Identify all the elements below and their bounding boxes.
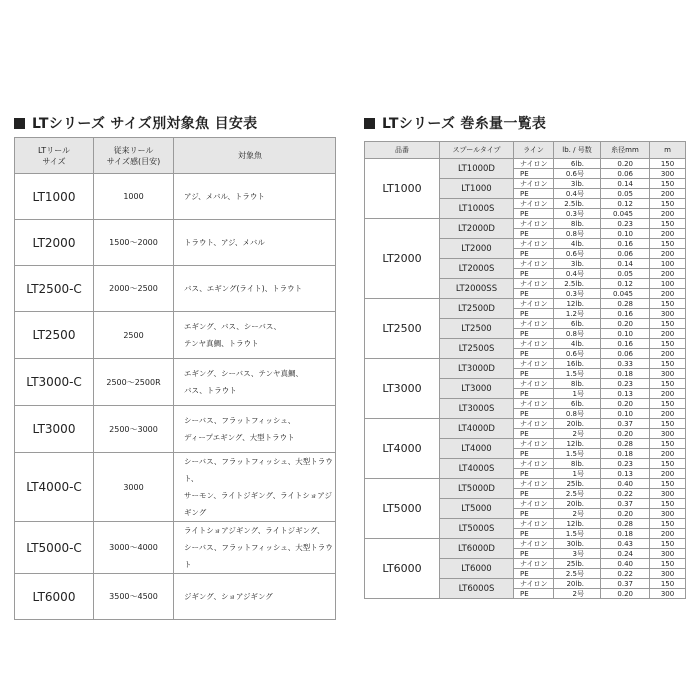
line-diameter: 0.18	[601, 529, 650, 539]
line-length: 150	[650, 539, 686, 549]
line-diameter: 0.40	[601, 479, 650, 489]
line-length: 150	[650, 219, 686, 229]
header-diameter: 糸径mm	[601, 142, 650, 159]
line-diameter: 0.10	[601, 229, 650, 239]
line-diameter: 0.05	[601, 189, 650, 199]
size-guide-header-row	[15, 138, 336, 174]
size-guide-table	[14, 137, 336, 620]
line-strength: 12lb.	[554, 439, 601, 449]
line-strength: 12lb.	[554, 299, 601, 309]
target-fish	[174, 453, 336, 522]
line-strength: 1.5号	[554, 529, 601, 539]
line-diameter: 0.20	[601, 399, 650, 409]
size-guide-row	[15, 220, 336, 266]
line-type: ナイロン	[514, 559, 554, 569]
line-capacity-row	[365, 299, 686, 309]
line-strength: 20lb.	[554, 579, 601, 589]
reel-model: LT2500	[15, 312, 94, 359]
line-type: ナイロン	[514, 459, 554, 469]
line-strength: 25lb.	[554, 559, 601, 569]
target-fish-line: サーモン、ライトジギング、ライトショアジギング	[184, 491, 332, 517]
line-diameter: 0.28	[601, 299, 650, 309]
line-diameter: 0.28	[601, 519, 650, 529]
line-strength: 25lb.	[554, 479, 601, 489]
line-length: 150	[650, 299, 686, 309]
line-diameter: 0.06	[601, 249, 650, 259]
line-length: 200	[650, 229, 686, 239]
line-length: 200	[650, 409, 686, 419]
target-fish	[174, 312, 336, 359]
spool-type: LT3000	[440, 379, 514, 399]
header-item: 品番	[365, 142, 440, 159]
line-strength: 12lb.	[554, 519, 601, 529]
line-type: ナイロン	[514, 399, 554, 409]
line-strength: 0.6号	[554, 169, 601, 179]
spool-type: LT2000D	[440, 219, 514, 239]
reel-model: LT1000	[15, 174, 94, 220]
reel-model: LT3000	[15, 406, 94, 453]
line-strength: 8lb.	[554, 459, 601, 469]
line-type: PE	[514, 529, 554, 539]
line-diameter: 0.22	[601, 569, 650, 579]
size-guide-row	[15, 359, 336, 406]
line-diameter: 0.43	[601, 539, 650, 549]
conventional-size: 2500～3000	[94, 406, 174, 453]
line-diameter: 0.06	[601, 169, 650, 179]
line-capacity-title	[364, 113, 546, 133]
line-diameter: 0.045	[601, 289, 650, 299]
line-type: ナイロン	[514, 279, 554, 289]
line-diameter: 0.33	[601, 359, 650, 369]
item-number: LT1000	[365, 159, 440, 219]
line-length: 300	[650, 549, 686, 559]
line-capacity-header-row	[365, 142, 686, 159]
line-strength: 0.8号	[554, 229, 601, 239]
conventional-size: 3000	[94, 453, 174, 522]
item-number: LT6000	[365, 539, 440, 599]
line-diameter: 0.045	[601, 209, 650, 219]
target-fish-line: シーバス、フラットフィッシュ、大型トラウト	[184, 543, 333, 569]
spool-type: LT3000D	[440, 359, 514, 379]
line-length: 200	[650, 209, 686, 219]
line-length: 200	[650, 269, 686, 279]
target-fish-line: バス、トラウト	[184, 386, 237, 395]
line-strength: 1.2号	[554, 309, 601, 319]
item-number: LT4000	[365, 419, 440, 479]
line-diameter: 0.40	[601, 559, 650, 569]
line-diameter: 0.18	[601, 449, 650, 459]
line-type: ナイロン	[514, 439, 554, 449]
spool-type: LT2500S	[440, 339, 514, 359]
spool-type: LT5000S	[440, 519, 514, 539]
line-capacity-table	[364, 141, 686, 599]
target-fish-line: ジギング、ショアジギング	[184, 592, 273, 601]
line-type: PE	[514, 409, 554, 419]
target-fish	[174, 359, 336, 406]
line-strength: 0.3号	[554, 289, 601, 299]
line-strength: 2.5lb.	[554, 199, 601, 209]
line-type: ナイロン	[514, 339, 554, 349]
line-length: 150	[650, 339, 686, 349]
header-lb-number: lb. / 号数	[554, 142, 601, 159]
size-guide-row	[15, 453, 336, 522]
line-length: 150	[650, 319, 686, 329]
line-length: 150	[650, 399, 686, 409]
line-strength: 2.5lb.	[554, 279, 601, 289]
line-diameter: 0.13	[601, 389, 650, 399]
line-length: 150	[650, 499, 686, 509]
line-capacity-row	[365, 159, 686, 169]
reel-model: LT6000	[15, 574, 94, 620]
header-reel-size: LTリール サイズ	[15, 138, 94, 174]
line-type: PE	[514, 389, 554, 399]
line-diameter: 0.20	[601, 319, 650, 329]
spool-type: LT1000D	[440, 159, 514, 179]
line-type: PE	[514, 509, 554, 519]
line-length: 200	[650, 469, 686, 479]
line-diameter: 0.37	[601, 499, 650, 509]
line-diameter: 0.14	[601, 179, 650, 189]
spool-type: LT2500	[440, 319, 514, 339]
target-fish-line: ディープエギング、大型トラウト	[184, 433, 295, 442]
line-type: ナイロン	[514, 179, 554, 189]
line-length: 300	[650, 429, 686, 439]
spool-type: LT4000D	[440, 419, 514, 439]
line-type: PE	[514, 269, 554, 279]
size-guide-row	[15, 522, 336, 574]
target-fish	[174, 406, 336, 453]
line-type: ナイロン	[514, 219, 554, 229]
line-strength: 8lb.	[554, 219, 601, 229]
line-type: PE	[514, 369, 554, 379]
line-strength: 6lb.	[554, 399, 601, 409]
line-diameter: 0.37	[601, 419, 650, 429]
line-type: PE	[514, 449, 554, 459]
line-type: ナイロン	[514, 379, 554, 389]
reel-model: LT3000-C	[15, 359, 94, 406]
line-diameter: 0.20	[601, 509, 650, 519]
spool-type: LT6000	[440, 559, 514, 579]
line-length: 100	[650, 259, 686, 269]
line-type: PE	[514, 229, 554, 239]
line-type: ナイロン	[514, 359, 554, 369]
target-fish	[174, 266, 336, 312]
line-diameter: 0.16	[601, 309, 650, 319]
line-strength: 6lb.	[554, 319, 601, 329]
target-fish-line: テンヤ真鯛、トラウト	[184, 339, 259, 348]
line-strength: 4lb.	[554, 239, 601, 249]
line-type: ナイロン	[514, 479, 554, 489]
line-strength: 0.8号	[554, 409, 601, 419]
line-type: ナイロン	[514, 159, 554, 169]
line-diameter: 0.13	[601, 469, 650, 479]
line-type: ナイロン	[514, 499, 554, 509]
line-strength: 2.5号	[554, 569, 601, 579]
header-conventional-size: 従来リール サイズ感(目安)	[94, 138, 174, 174]
line-type: ナイロン	[514, 419, 554, 429]
line-strength: 0.8号	[554, 329, 601, 339]
line-length: 300	[650, 509, 686, 519]
line-capacity-row	[365, 419, 686, 429]
line-length: 200	[650, 389, 686, 399]
line-length: 150	[650, 459, 686, 469]
line-diameter: 0.37	[601, 579, 650, 589]
spool-type: LT5000	[440, 499, 514, 519]
size-guide-row	[15, 406, 336, 453]
header-spool-type: スプールタイプ	[440, 142, 514, 159]
line-diameter: 0.05	[601, 269, 650, 279]
line-diameter: 0.18	[601, 369, 650, 379]
target-fish-line: アジ、メバル、トラウト	[184, 192, 265, 201]
line-length: 200	[650, 349, 686, 359]
target-fish	[174, 220, 336, 266]
line-diameter: 0.20	[601, 589, 650, 599]
conventional-size: 3500～4500	[94, 574, 174, 620]
target-fish-line: シーバス、フラットフィッシュ、大型トラウト、	[184, 457, 333, 483]
header-line: ライン	[514, 142, 554, 159]
line-length: 300	[650, 309, 686, 319]
conventional-size: 1000	[94, 174, 174, 220]
item-number: LT2500	[365, 299, 440, 359]
line-type: ナイロン	[514, 319, 554, 329]
target-fish-line: エギング、バス、シーバス、	[184, 322, 282, 331]
line-diameter: 0.16	[601, 339, 650, 349]
line-length: 300	[650, 169, 686, 179]
line-diameter: 0.12	[601, 199, 650, 209]
target-fish	[174, 522, 336, 574]
line-type: ナイロン	[514, 239, 554, 249]
conventional-size: 2500～2500R	[94, 359, 174, 406]
target-fish-line: バス、エギング(ライト)、トラウト	[184, 284, 303, 293]
line-capacity-row	[365, 539, 686, 549]
square-bullet-icon	[14, 118, 25, 129]
line-length: 300	[650, 589, 686, 599]
line-type: PE	[514, 349, 554, 359]
spool-type: LT6000S	[440, 579, 514, 599]
line-strength: 3号	[554, 549, 601, 559]
line-strength: 20lb.	[554, 499, 601, 509]
target-fish-line: エギング、シーバス、テンヤ真鯛、	[184, 369, 303, 378]
line-length: 200	[650, 529, 686, 539]
line-diameter: 0.23	[601, 219, 650, 229]
line-strength: 0.6号	[554, 249, 601, 259]
reel-model: LT5000-C	[15, 522, 94, 574]
line-length: 150	[650, 519, 686, 529]
line-length: 150	[650, 159, 686, 169]
size-guide-row	[15, 174, 336, 220]
line-capacity-row	[365, 359, 686, 369]
line-length: 200	[650, 249, 686, 259]
line-strength: 20lb.	[554, 419, 601, 429]
line-strength: 2号	[554, 429, 601, 439]
item-number: LT2000	[365, 219, 440, 299]
line-length: 150	[650, 199, 686, 209]
line-type: PE	[514, 429, 554, 439]
size-guide-title	[14, 113, 257, 133]
line-strength: 0.6号	[554, 349, 601, 359]
line-length: 150	[650, 359, 686, 369]
line-diameter: 0.28	[601, 439, 650, 449]
line-length: 150	[650, 179, 686, 189]
line-type: PE	[514, 329, 554, 339]
line-capacity-row	[365, 479, 686, 489]
square-bullet-icon	[364, 118, 375, 129]
item-number: LT3000	[365, 359, 440, 419]
conventional-size: 3000～4000	[94, 522, 174, 574]
line-strength: 0.3号	[554, 209, 601, 219]
line-type: PE	[514, 169, 554, 179]
line-type: ナイロン	[514, 299, 554, 309]
size-guide-title-text: LTシリーズ サイズ別対象魚 目安表	[32, 116, 258, 132]
line-length: 150	[650, 479, 686, 489]
line-length: 100	[650, 279, 686, 289]
line-length: 200	[650, 189, 686, 199]
item-number: LT5000	[365, 479, 440, 539]
line-strength: 6lb.	[554, 159, 601, 169]
line-diameter: 0.20	[601, 429, 650, 439]
line-length: 300	[650, 369, 686, 379]
line-type: PE	[514, 469, 554, 479]
line-strength: 1号	[554, 389, 601, 399]
line-length: 150	[650, 419, 686, 429]
line-length: 200	[650, 449, 686, 459]
line-length: 150	[650, 579, 686, 589]
line-type: PE	[514, 589, 554, 599]
line-length: 200	[650, 329, 686, 339]
line-diameter: 0.12	[601, 279, 650, 289]
spool-type: LT5000D	[440, 479, 514, 499]
line-strength: 2号	[554, 509, 601, 519]
line-type: PE	[514, 549, 554, 559]
spool-type: LT4000S	[440, 459, 514, 479]
line-length: 150	[650, 439, 686, 449]
line-type: ナイロン	[514, 259, 554, 269]
target-fish-line: トラウト、アジ、メバル	[184, 238, 265, 247]
spool-type: LT3000S	[440, 399, 514, 419]
target-fish	[174, 174, 336, 220]
size-guide-row	[15, 574, 336, 620]
line-type: ナイロン	[514, 579, 554, 589]
line-diameter: 0.20	[601, 159, 650, 169]
line-strength: 1.5号	[554, 369, 601, 379]
line-type: PE	[514, 489, 554, 499]
line-type: PE	[514, 209, 554, 219]
line-type: ナイロン	[514, 539, 554, 549]
line-length: 300	[650, 489, 686, 499]
line-strength: 30lb.	[554, 539, 601, 549]
reel-model: LT2500-C	[15, 266, 94, 312]
conventional-size: 2000～2500	[94, 266, 174, 312]
line-diameter: 0.06	[601, 349, 650, 359]
line-type: ナイロン	[514, 519, 554, 529]
conventional-size: 1500～2000	[94, 220, 174, 266]
line-diameter: 0.10	[601, 409, 650, 419]
line-length: 150	[650, 379, 686, 389]
line-length: 200	[650, 289, 686, 299]
line-length: 300	[650, 569, 686, 579]
spool-type: LT1000S	[440, 199, 514, 219]
header-meters: m	[650, 142, 686, 159]
line-diameter: 0.10	[601, 329, 650, 339]
line-strength: 0.4号	[554, 189, 601, 199]
line-type: PE	[514, 569, 554, 579]
target-fish	[174, 574, 336, 620]
line-type: PE	[514, 249, 554, 259]
line-strength: 3lb.	[554, 259, 601, 269]
conventional-size: 2500	[94, 312, 174, 359]
line-diameter: 0.16	[601, 239, 650, 249]
reel-model: LT2000	[15, 220, 94, 266]
line-capacity-row	[365, 219, 686, 229]
target-fish-line: シーバス、フラットフィッシュ、	[184, 416, 296, 425]
reel-model: LT4000-C	[15, 453, 94, 522]
spool-type: LT6000D	[440, 539, 514, 559]
line-diameter: 0.23	[601, 379, 650, 389]
line-strength: 2.5号	[554, 489, 601, 499]
line-strength: 16lb.	[554, 359, 601, 369]
line-type: ナイロン	[514, 199, 554, 209]
spool-type: LT2000S	[440, 259, 514, 279]
line-strength: 4lb.	[554, 339, 601, 349]
spool-type: LT4000	[440, 439, 514, 459]
line-strength: 1.5号	[554, 449, 601, 459]
size-guide-row	[15, 312, 336, 359]
header-target-fish: 対象魚	[174, 138, 336, 174]
spool-type: LT2000SS	[440, 279, 514, 299]
spool-type: LT2500D	[440, 299, 514, 319]
line-capacity-title-text: LTシリーズ 巻糸量一覧表	[382, 116, 547, 132]
line-strength: 8lb.	[554, 379, 601, 389]
line-type: PE	[514, 189, 554, 199]
line-strength: 3lb.	[554, 179, 601, 189]
line-length: 150	[650, 239, 686, 249]
line-diameter: 0.23	[601, 459, 650, 469]
line-strength: 1号	[554, 469, 601, 479]
line-type: PE	[514, 309, 554, 319]
target-fish-line: ライトショアジギング、ライトジギング、	[184, 526, 325, 535]
line-type: PE	[514, 289, 554, 299]
line-strength: 2号	[554, 589, 601, 599]
line-diameter: 0.14	[601, 259, 650, 269]
line-length: 150	[650, 559, 686, 569]
size-guide-row	[15, 266, 336, 312]
spool-type: LT2000	[440, 239, 514, 259]
line-diameter: 0.24	[601, 549, 650, 559]
line-strength: 0.4号	[554, 269, 601, 279]
line-diameter: 0.22	[601, 489, 650, 499]
spool-type: LT1000	[440, 179, 514, 199]
